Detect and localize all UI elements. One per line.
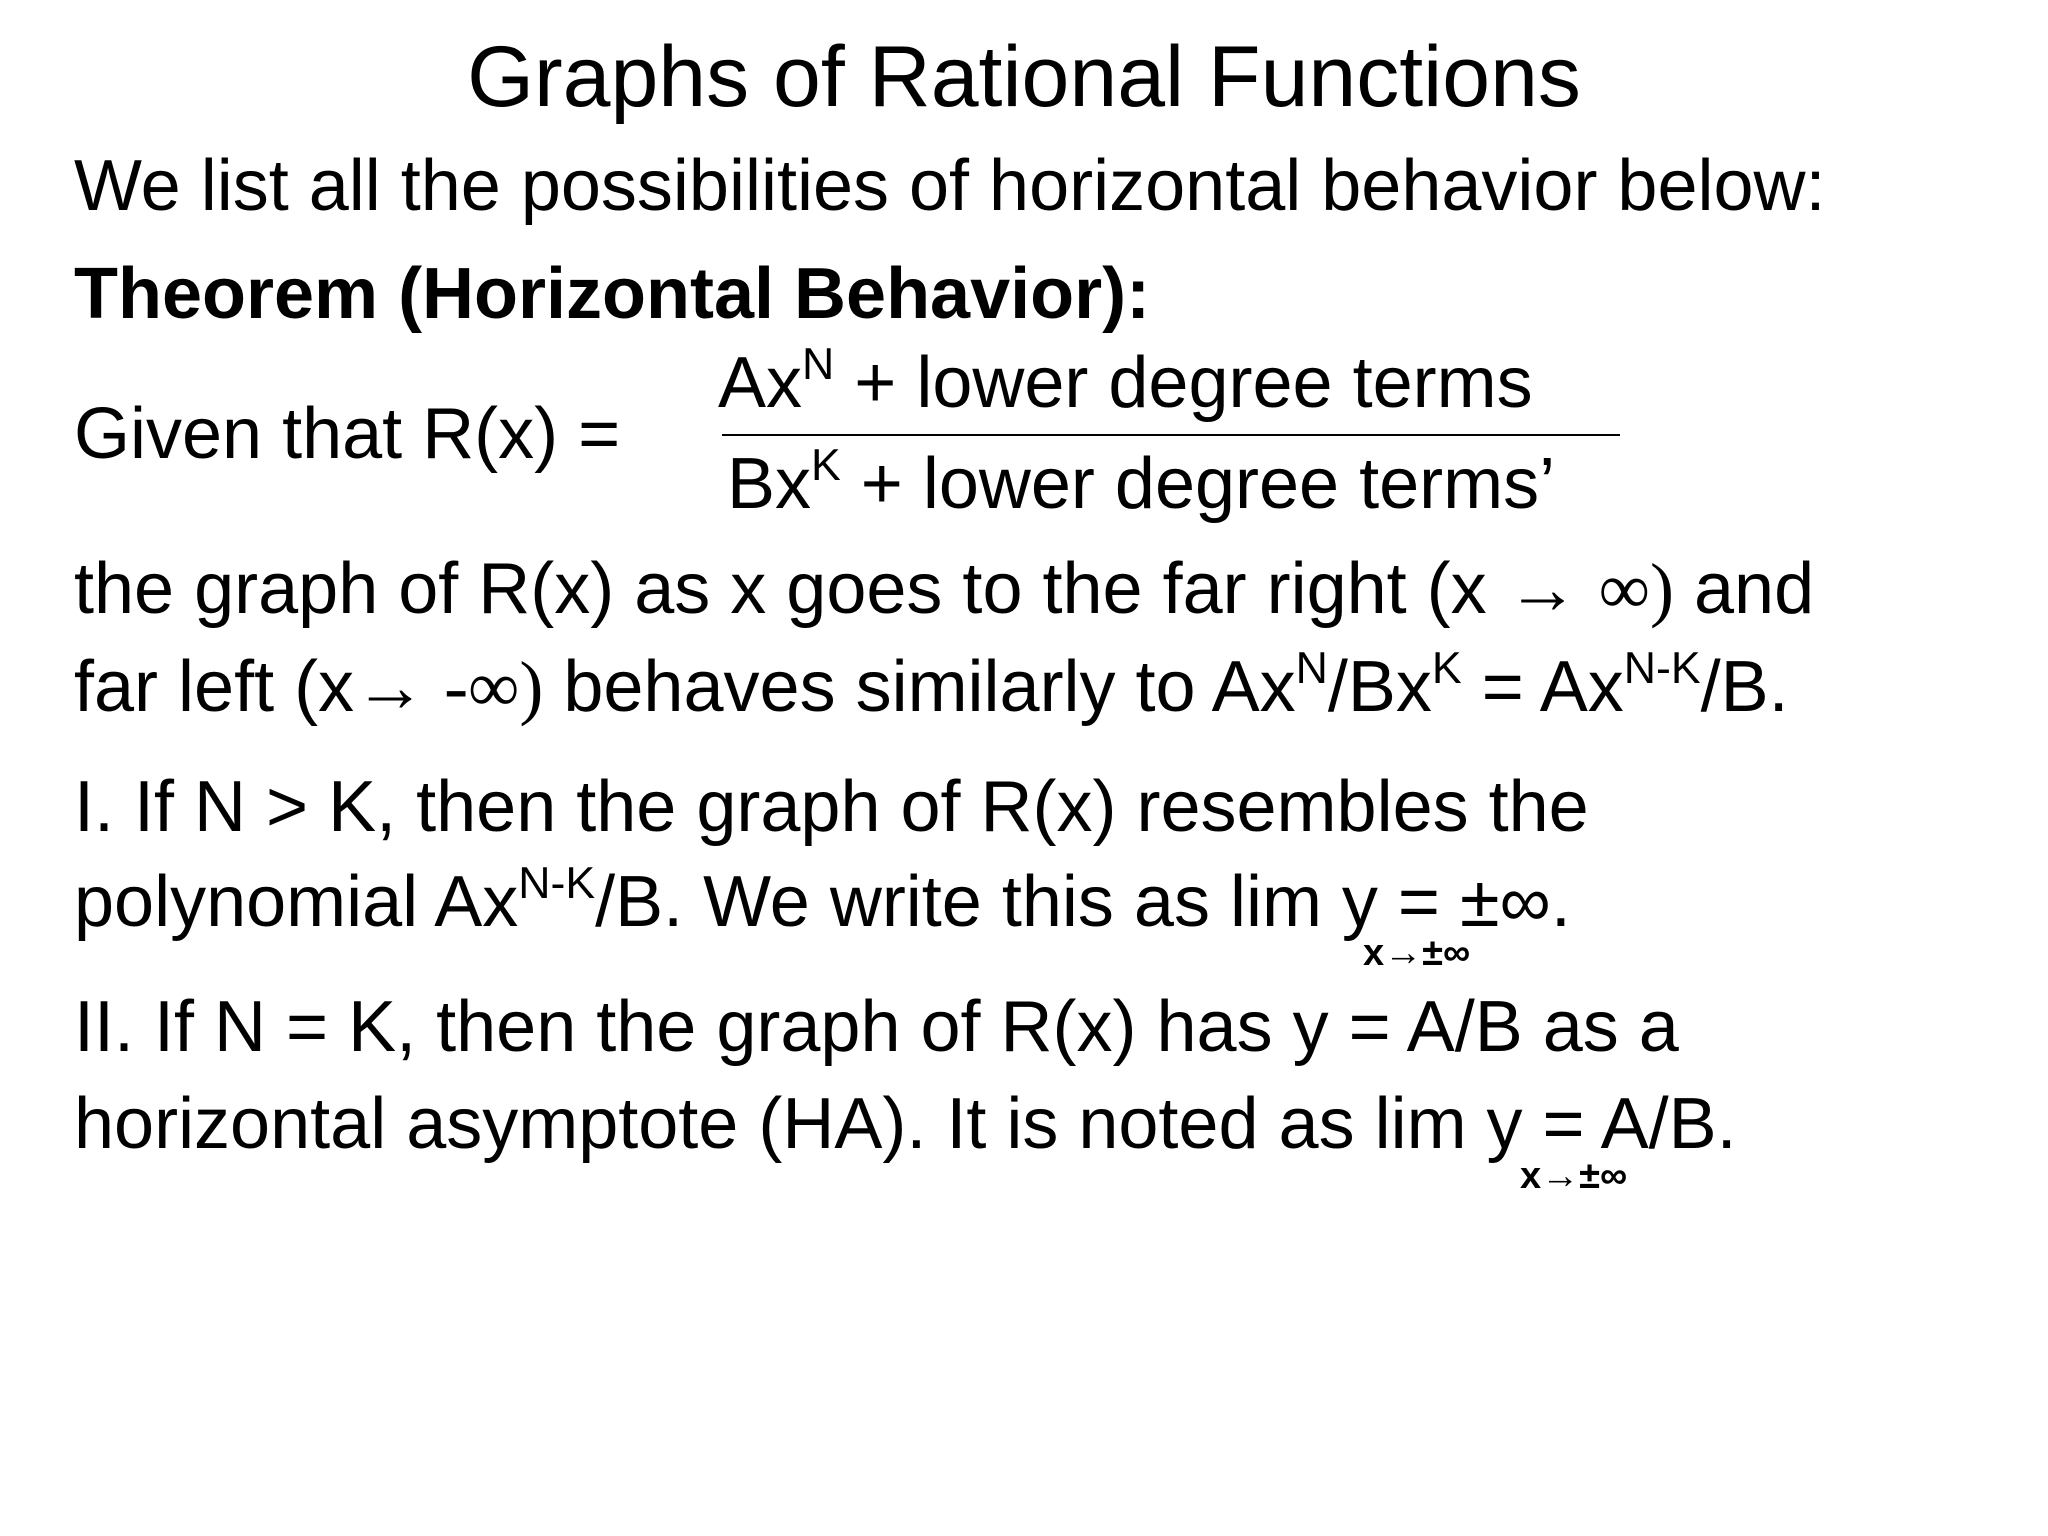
case-2-line-2: horizontal asymptote (HA). It is noted as lim y = A/B. xyxy=(74,1084,1737,1164)
behavior-line-2-d: /Bx xyxy=(1327,647,1432,727)
behavior-line-2-f: /B. xyxy=(1700,647,1789,727)
right-arrow-icon: → xyxy=(354,647,427,727)
fraction-bar xyxy=(722,434,1620,436)
numerator-rest: + lower degree terms xyxy=(834,343,1533,423)
behavior-line-2-e: = Ax xyxy=(1461,647,1624,727)
fraction-numerator xyxy=(718,340,1533,423)
exponent-n-minus-k: N-K xyxy=(1623,644,1701,694)
case-2-limit-subscript: x→±∞ xyxy=(1520,1155,1628,1197)
case-1-line-2 xyxy=(74,859,1571,942)
intro-text: We list all the possibilities of horizontal behavior below: xyxy=(74,146,1826,226)
case-1-line-1: I. If N > K, then the graph of R(x) resembles the xyxy=(74,767,1589,847)
case-1-exponent: N-K xyxy=(518,859,596,909)
behavior-line-1-end: and xyxy=(1673,549,1815,629)
case-1-line-2-b: /B. We write this as lim y = ±∞. xyxy=(595,862,1571,942)
theorem-heading: Theorem (Horizontal Behavior): xyxy=(74,254,1151,334)
case-2-line-1: II. If N = K, then the graph of R(x) has y = A/B as a xyxy=(74,987,1679,1067)
denominator-base: Bx xyxy=(727,444,812,524)
exponent-k: K xyxy=(1431,644,1462,694)
behavior-line-2-a: far left (x xyxy=(74,647,355,727)
neg-infinity-symbol: -∞) xyxy=(426,647,544,727)
behavior-line-1 xyxy=(74,549,1815,629)
fraction-denominator xyxy=(727,441,1556,524)
numerator-exponent: N xyxy=(802,340,835,390)
denominator-rest: + lower degree terms’ xyxy=(840,444,1556,524)
given-prefix: Given that R(x) = xyxy=(74,394,621,474)
numerator-base: Ax xyxy=(718,343,803,423)
slide-title: Graphs of Rational Functions xyxy=(467,29,1581,125)
behavior-line-2 xyxy=(74,644,1789,727)
case-1-limit-subscript: x→±∞ xyxy=(1363,932,1471,974)
denominator-exponent: K xyxy=(811,441,841,491)
right-arrow-icon: → xyxy=(1506,549,1579,629)
behavior-line-2-c: behaves similarly to Ax xyxy=(543,647,1296,727)
case-1-line-2-a: polynomial Ax xyxy=(74,862,519,942)
behavior-line-1-text: the graph of R(x) as x goes to the far right (x xyxy=(74,549,1507,629)
exponent-n: N xyxy=(1295,644,1328,694)
infinity-symbol: ∞) xyxy=(1598,549,1674,629)
